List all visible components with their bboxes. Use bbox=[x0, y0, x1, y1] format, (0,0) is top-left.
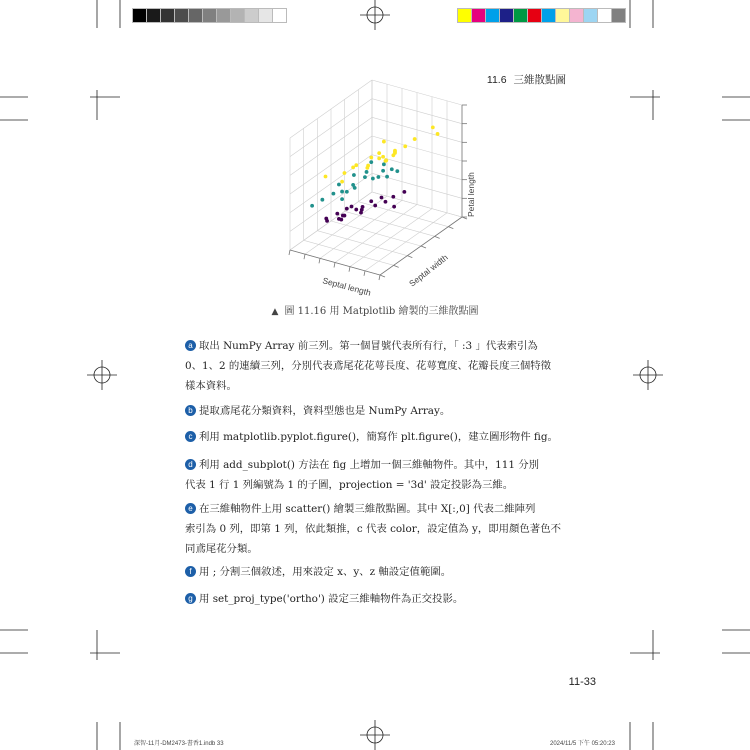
paragraph-line bbox=[185, 589, 565, 609]
x-axis-label: Septal length bbox=[321, 275, 373, 298]
paragraph-b bbox=[185, 401, 565, 421]
scatter-point-class-1 bbox=[390, 167, 394, 171]
y-tick bbox=[421, 246, 426, 248]
scatter-point-class-2 bbox=[382, 140, 386, 144]
y-axis-label: Septal width bbox=[407, 252, 450, 289]
x-tick bbox=[379, 275, 380, 280]
footer-timestamp: 2024/11/5 下午 05:20:23 bbox=[550, 741, 615, 747]
y-tick bbox=[380, 275, 385, 277]
scatter-point-class-0 bbox=[345, 207, 349, 211]
paragraph-line bbox=[185, 455, 565, 475]
paragraph-d bbox=[185, 455, 565, 495]
scatter-point-class-2 bbox=[393, 151, 397, 155]
paragraph-text: 用 ; 分割三個敘述，用來設定 x、y、z 軸設定值範圍。 bbox=[199, 566, 452, 578]
scatter-point-class-2 bbox=[340, 180, 344, 184]
scatter-point-class-0 bbox=[343, 214, 347, 218]
scatter-point-class-2 bbox=[343, 171, 347, 175]
chart-gridlines bbox=[290, 80, 462, 275]
step-badge: b bbox=[185, 405, 196, 416]
step-badge: a bbox=[185, 340, 196, 351]
paragraph-line bbox=[185, 376, 565, 396]
y-tick bbox=[407, 256, 412, 258]
step-badge: g bbox=[185, 593, 196, 604]
scatter-point-class-1 bbox=[310, 204, 314, 208]
scatter-point-class-2 bbox=[377, 156, 381, 160]
paragraph-line bbox=[185, 499, 565, 519]
scatter-point-class-1 bbox=[340, 197, 344, 201]
scatter-point-class-1 bbox=[376, 175, 380, 179]
paragraph-text: 提取鳶尾花分類資料，資料型態也是 NumPy Array。 bbox=[199, 405, 451, 417]
step-badge: c bbox=[185, 431, 196, 442]
step-badge: e bbox=[185, 503, 196, 514]
paragraph-text: 代表 1 行 1 列編號為 1 的子圖，projection = '3d' 設定投影為三維。 bbox=[185, 479, 514, 491]
scatter-point-class-0 bbox=[384, 200, 388, 204]
paragraph-line bbox=[185, 336, 565, 356]
scatter-point-class-2 bbox=[369, 156, 373, 160]
z-axis-label: Petal length bbox=[466, 172, 476, 217]
scatter-point-class-2 bbox=[431, 125, 435, 129]
y-tick bbox=[448, 227, 453, 229]
paragraph-c bbox=[185, 427, 565, 447]
scatter-point-class-0 bbox=[335, 212, 339, 216]
scatter-point-class-1 bbox=[345, 190, 349, 194]
x-tick bbox=[289, 250, 290, 255]
section-title: 三維散點圖 bbox=[513, 74, 566, 86]
scatter-point-class-0 bbox=[354, 208, 358, 212]
scatter-point-class-0 bbox=[402, 190, 406, 194]
caption-text: 圖 11.16 用 Matplotlib 繪製的三維散點圖 bbox=[284, 306, 479, 317]
paragraph-line bbox=[185, 519, 565, 539]
scatter-point-class-0 bbox=[380, 196, 384, 200]
scatter-point-class-1 bbox=[395, 169, 399, 173]
scatter-point-class-0 bbox=[391, 195, 395, 199]
scatter-point-class-2 bbox=[413, 137, 417, 141]
x-tick bbox=[349, 267, 350, 272]
scatter-point-class-0 bbox=[325, 219, 329, 223]
scatter-point-class-1 bbox=[351, 183, 355, 187]
gridline bbox=[358, 202, 448, 227]
scatter-point-class-1 bbox=[381, 169, 385, 173]
paragraph-line bbox=[185, 356, 565, 376]
caption-marker: ▲ bbox=[271, 307, 279, 317]
scatter-point-class-2 bbox=[403, 144, 407, 148]
paragraph-g bbox=[185, 589, 565, 609]
footer-file-info: 深智-11月-DM2473-書香1.indb 33 bbox=[134, 741, 224, 747]
gridline bbox=[345, 211, 435, 236]
y-tick bbox=[435, 236, 440, 238]
scatter-point-class-1 bbox=[337, 183, 341, 187]
paragraph-line bbox=[185, 427, 565, 447]
section-number: 11.6 bbox=[486, 74, 507, 86]
scatter-point-class-0 bbox=[359, 211, 363, 215]
scatter-point-class-2 bbox=[354, 163, 358, 167]
gridline bbox=[350, 209, 432, 267]
scatter-point-class-2 bbox=[377, 151, 381, 155]
x-tick bbox=[364, 271, 365, 276]
scatter-point-class-2 bbox=[351, 166, 355, 170]
scatter-point-class-1 bbox=[371, 177, 375, 181]
scatter-point-class-0 bbox=[373, 204, 377, 208]
paragraph-text: 利用 matplotlib.pyplot.figure()，簡寫作 plt.figure()，建立圖形物件 fig。 bbox=[199, 431, 558, 443]
scatter-point-class-1 bbox=[320, 198, 324, 202]
scatter-point-class-2 bbox=[384, 158, 388, 162]
scatter-point-class-1 bbox=[352, 173, 356, 177]
paragraph-text: 0、1、2 的連續三列，分別代表鳶尾花花萼長度、花萼寬度、花瓣長度三個特徵 bbox=[185, 360, 552, 372]
paragraph-e bbox=[185, 499, 565, 559]
x-tick bbox=[334, 263, 335, 268]
paragraph-text: 索引為 0 列，即第 1 列，依此類推，c 代表 color，設定值為 y，即用顏色著色不 bbox=[185, 523, 561, 535]
scatter-point-class-2 bbox=[436, 132, 440, 136]
scatter-point-class-1 bbox=[382, 162, 386, 166]
paragraph-text: 在三維軸物件上用 scatter() 繪製三維散點圖。其中 X[:,0] 代表二維陣列 bbox=[199, 503, 536, 515]
paragraph-line bbox=[185, 401, 565, 421]
x-tick bbox=[304, 254, 305, 259]
paragraph-text: 同鳶尾花分類。 bbox=[185, 543, 258, 555]
scatter-point-class-1 bbox=[340, 190, 344, 194]
paragraph-text: 用 set_proj_type('ortho') 設定三維軸物件為正交投影。 bbox=[199, 593, 464, 605]
scatter-point-class-2 bbox=[365, 166, 369, 170]
scatter-point-class-2 bbox=[381, 155, 385, 159]
scatter-point-class-0 bbox=[392, 205, 396, 209]
x-tick bbox=[319, 258, 320, 263]
scatter-point-class-0 bbox=[350, 205, 354, 209]
paragraph-text: 樣本資料。 bbox=[185, 380, 237, 392]
paragraph-line bbox=[185, 562, 565, 582]
gridline bbox=[331, 221, 421, 246]
step-badge: d bbox=[185, 459, 196, 470]
scatter-point-class-1 bbox=[369, 160, 373, 164]
scatter-point-class-2 bbox=[324, 175, 328, 179]
scatter-point-class-1 bbox=[363, 175, 367, 179]
paragraph-line bbox=[185, 539, 565, 559]
scatter-point-class-0 bbox=[369, 199, 373, 203]
step-badge: f bbox=[185, 566, 196, 577]
scatter-point-class-1 bbox=[332, 192, 336, 196]
scatter-point-class-0 bbox=[337, 217, 341, 221]
scatter-point-class-1 bbox=[365, 170, 369, 174]
figure-caption bbox=[0, 302, 750, 317]
paragraph-line bbox=[185, 475, 565, 495]
scatter-point-class-1 bbox=[385, 175, 389, 179]
page-number: 11-33 bbox=[568, 676, 596, 688]
paragraph-a bbox=[185, 336, 565, 396]
paragraph-f bbox=[185, 562, 565, 582]
paragraph-text: 取出 NumPy Array 前三列。第一個冒號代表所有行，「 :3 」代表索引為 bbox=[199, 340, 538, 352]
paragraph-text: 利用 add_subplot() 方法在 fig 上增加一個三維軸物件。其中，111 分別 bbox=[199, 459, 540, 471]
y-tick bbox=[394, 265, 399, 267]
